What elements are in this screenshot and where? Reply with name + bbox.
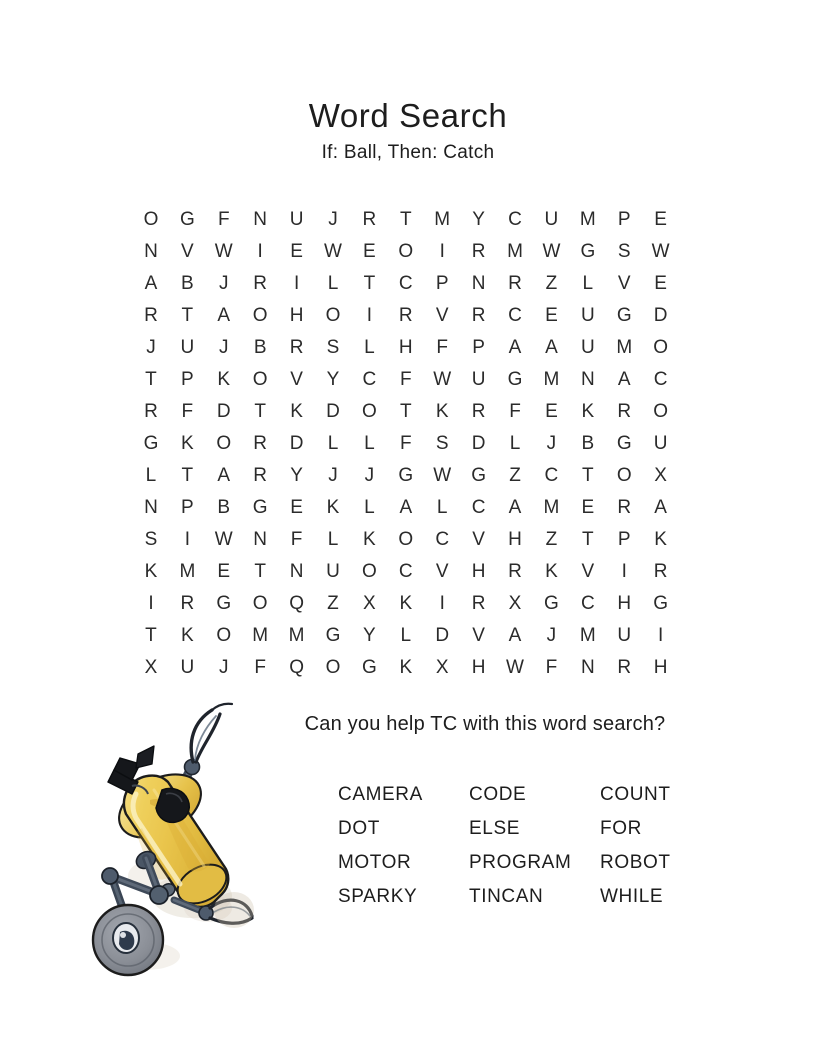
robot-illustration <box>62 698 267 990</box>
grid-cell[interactable]: F <box>181 400 194 422</box>
grid-cell[interactable]: O <box>362 400 378 422</box>
word-list-item[interactable]: COUNT <box>600 784 671 805</box>
grid-cell[interactable]: P <box>181 496 195 518</box>
grid-cell[interactable]: W <box>214 240 234 262</box>
grid-cell[interactable]: F <box>290 528 303 550</box>
grid-cell[interactable]: W <box>433 368 452 390</box>
grid-cell[interactable]: J <box>219 272 230 294</box>
grid-row <box>133 651 679 683</box>
grid-cell[interactable]: W <box>214 528 234 550</box>
grid-cell[interactable]: F <box>217 208 231 230</box>
grid-cell[interactable]: L <box>436 496 448 518</box>
grid-cell[interactable]: O <box>143 208 159 230</box>
grid-row <box>133 523 679 555</box>
grid-cell[interactable]: R <box>253 464 268 486</box>
grid-cell[interactable]: P <box>435 272 450 294</box>
grid-cell[interactable]: M <box>579 208 597 230</box>
grid-cell[interactable]: Y <box>472 208 486 230</box>
grid-cell[interactable]: O <box>216 624 232 646</box>
grid-cell[interactable]: N <box>253 528 268 550</box>
word-list-item[interactable]: MOTOR <box>338 852 412 873</box>
grid-cell[interactable]: I <box>366 304 373 326</box>
grid-row <box>133 235 679 267</box>
grid-cell[interactable]: U <box>471 368 486 390</box>
grid-cell[interactable]: X <box>144 656 158 678</box>
grid-cell[interactable]: L <box>364 432 376 454</box>
grid-cell[interactable]: G <box>580 240 596 262</box>
grid-row <box>133 267 679 299</box>
grid-cell[interactable]: Z <box>327 592 340 614</box>
grid-cell[interactable]: G <box>216 592 232 614</box>
grid-cell[interactable]: W <box>324 240 343 262</box>
grid-cell[interactable]: K <box>326 496 340 518</box>
grid-cell[interactable]: S <box>144 528 158 550</box>
grid-cell[interactable]: T <box>582 464 595 486</box>
grid-cell[interactable]: T <box>254 400 267 422</box>
grid-cell[interactable]: E <box>654 208 668 230</box>
grid-cell[interactable]: A <box>217 464 231 486</box>
robot-wheel <box>93 905 163 975</box>
grid-cell[interactable]: P <box>181 368 195 390</box>
grid-cell[interactable]: P <box>472 336 486 358</box>
grid-cell[interactable]: D <box>435 624 450 646</box>
grid-cell[interactable]: T <box>145 624 158 646</box>
grid-cell[interactable]: K <box>654 528 668 550</box>
grid-cell[interactable]: L <box>145 464 157 486</box>
grid-cell[interactable]: O <box>325 656 341 678</box>
grid-cell[interactable]: R <box>289 336 304 358</box>
word-list-item[interactable]: ROBOT <box>600 852 671 873</box>
grid-cell[interactable]: K <box>290 400 304 422</box>
grid-cell[interactable]: V <box>617 272 632 294</box>
grid-cell[interactable]: L <box>364 336 376 358</box>
grid-cell[interactable]: U <box>580 304 596 326</box>
grid-cell[interactable]: K <box>181 432 195 454</box>
grid-cell[interactable]: A <box>654 496 668 518</box>
grid-cell[interactable]: G <box>544 592 560 614</box>
grid-cell[interactable]: I <box>293 272 300 294</box>
grid-cell[interactable]: M <box>543 496 560 518</box>
grid-cell[interactable]: N <box>289 560 304 582</box>
grid-row <box>133 555 679 587</box>
grid-cell[interactable]: E <box>654 272 668 294</box>
grid-cell[interactable]: Y <box>326 368 340 390</box>
grid-cell[interactable]: X <box>508 592 522 614</box>
grid-cell[interactable]: G <box>179 208 196 230</box>
grid-cell[interactable]: I <box>439 592 446 614</box>
grid-cell[interactable]: Y <box>363 624 377 646</box>
grid-cell[interactable]: M <box>434 208 451 230</box>
grid-cell[interactable]: F <box>399 432 413 454</box>
grid-cell[interactable]: R <box>471 304 486 326</box>
grid-cell[interactable]: W <box>542 240 561 262</box>
grid-cell[interactable]: C <box>508 304 523 326</box>
grid-cell[interactable]: G <box>398 464 414 486</box>
grid-cell[interactable]: U <box>180 336 195 358</box>
grid-cell[interactable]: O <box>398 528 414 550</box>
grid-cell[interactable]: S <box>326 336 340 358</box>
grid-cell[interactable]: R <box>471 592 486 614</box>
grid-cell[interactable]: P <box>617 528 632 550</box>
grid-cell[interactable]: E <box>290 240 304 262</box>
grid-cell[interactable]: B <box>217 496 231 518</box>
grid-cell[interactable]: G <box>471 464 487 486</box>
grid-cell[interactable]: J <box>546 624 557 646</box>
grid-cell[interactable]: C <box>580 592 596 614</box>
grid-cell[interactable]: H <box>653 656 668 678</box>
grid-cell[interactable]: I <box>184 528 191 550</box>
grid-cell[interactable]: N <box>144 240 159 262</box>
grid-cell[interactable]: U <box>580 336 596 358</box>
grid-cell[interactable]: G <box>143 432 159 454</box>
grid-cell[interactable]: H <box>471 656 486 678</box>
grid-cell[interactable]: N <box>144 496 159 518</box>
grid-cell[interactable]: M <box>252 624 269 646</box>
grid-cell[interactable]: A <box>217 304 231 326</box>
grid-cell[interactable]: K <box>435 400 450 422</box>
grid-cell[interactable]: R <box>508 272 523 294</box>
grid-cell[interactable]: H <box>617 592 632 614</box>
grid-cell[interactable]: E <box>217 560 231 582</box>
grid-cell[interactable]: M <box>543 368 560 390</box>
grid-cell[interactable]: E <box>545 304 559 326</box>
grid-cell[interactable]: J <box>219 656 230 678</box>
grid-cell[interactable]: B <box>181 272 195 294</box>
grid-cell[interactable]: F <box>545 656 558 678</box>
grid-cell[interactable]: R <box>471 240 486 262</box>
grid-row <box>133 587 679 619</box>
grid-cell[interactable]: A <box>508 624 522 646</box>
grid-cell[interactable]: L <box>327 272 339 294</box>
grid-cell[interactable]: K <box>581 400 595 422</box>
grid-cell[interactable]: I <box>621 560 628 582</box>
grid-cell[interactable]: N <box>580 656 596 678</box>
word-list-item[interactable]: CODE <box>469 784 527 805</box>
grid-cell[interactable]: U <box>289 208 304 230</box>
grid-cell[interactable]: F <box>509 400 522 422</box>
grid-cell[interactable]: K <box>144 560 158 582</box>
grid-cell[interactable]: K <box>399 592 413 614</box>
grid-cell[interactable]: U <box>326 560 341 582</box>
word-list-item[interactable]: FOR <box>600 818 642 839</box>
word-list-item[interactable]: TINCAN <box>469 886 544 907</box>
grid-cell[interactable]: L <box>364 496 376 518</box>
grid-row <box>133 203 679 235</box>
word-list-item[interactable]: WHILE <box>600 886 664 907</box>
grid-cell[interactable]: O <box>216 432 232 454</box>
grid-cell[interactable]: O <box>653 400 669 422</box>
grid-cell[interactable]: W <box>433 464 452 486</box>
grid-cell[interactable]: J <box>146 336 157 358</box>
grid-cell[interactable]: V <box>435 304 450 326</box>
grid-cell[interactable]: R <box>617 400 632 422</box>
grid-cell[interactable]: I <box>148 592 155 614</box>
grid-cell[interactable]: O <box>398 240 414 262</box>
grid-cell[interactable]: T <box>181 464 194 486</box>
grid-cell[interactable]: V <box>472 528 486 550</box>
word-search-grid[interactable] <box>133 203 679 683</box>
grid-cell[interactable]: T <box>181 304 194 326</box>
grid-cell[interactable]: N <box>471 272 486 294</box>
grid-cell[interactable]: C <box>435 528 450 550</box>
grid-cell[interactable]: W <box>506 656 525 678</box>
grid-cell[interactable]: J <box>546 432 557 454</box>
page-title: Word Search <box>308 97 508 134</box>
grid-cell[interactable]: E <box>545 400 559 422</box>
grid-cell[interactable]: A <box>508 336 522 358</box>
grid-cell[interactable]: H <box>508 528 523 550</box>
grid-cell[interactable]: R <box>180 592 195 614</box>
grid-cell[interactable]: P <box>617 208 632 230</box>
grid-cell[interactable]: G <box>507 368 523 390</box>
grid-cell[interactable]: R <box>253 272 268 294</box>
robot-lid-band <box>156 788 189 822</box>
grid-cell[interactable]: R <box>617 496 632 518</box>
grid-cell[interactable]: X <box>363 592 377 614</box>
grid-cell[interactable]: E <box>290 496 304 518</box>
grid-cell[interactable]: K <box>217 368 231 390</box>
grid-cell[interactable]: F <box>436 336 449 358</box>
grid-cell[interactable]: Z <box>545 272 558 294</box>
grid-row <box>133 427 679 459</box>
grid-cell[interactable]: A <box>545 336 559 358</box>
grid-cell[interactable]: S <box>617 240 632 262</box>
grid-cell[interactable]: A <box>144 272 158 294</box>
grid-cell[interactable]: D <box>326 400 341 422</box>
grid-cell[interactable]: M <box>579 624 597 646</box>
grid-cell[interactable]: S <box>435 432 450 454</box>
grid-cell[interactable]: F <box>254 656 267 678</box>
grid-cell[interactable]: J <box>219 336 230 358</box>
grid-cell[interactable]: T <box>399 208 413 230</box>
grid-cell[interactable]: N <box>580 368 596 390</box>
grid-cell[interactable]: T <box>254 560 267 582</box>
grid-cell[interactable]: A <box>617 368 632 390</box>
grid-cell[interactable]: L <box>327 528 339 550</box>
grid-cell[interactable]: H <box>398 336 414 358</box>
grid-cell[interactable]: F <box>399 368 413 390</box>
grid-cell[interactable]: G <box>616 432 633 454</box>
grid-row <box>133 619 679 651</box>
grid-cell[interactable]: G <box>362 656 378 678</box>
grid-cell[interactable]: O <box>252 592 269 614</box>
grid-cell[interactable]: K <box>181 624 195 646</box>
grid-cell[interactable]: R <box>144 400 159 422</box>
grid-cell[interactable]: O <box>616 464 633 486</box>
grid-cell[interactable]: J <box>364 464 375 486</box>
grid-cell[interactable]: A <box>399 496 413 518</box>
grid-cell[interactable]: J <box>328 208 339 230</box>
word-list <box>338 778 738 914</box>
grid-cell[interactable]: T <box>582 528 595 550</box>
grid-cell[interactable]: B <box>253 336 268 358</box>
grid-cell[interactable]: C <box>398 560 414 582</box>
grid-cell[interactable]: I <box>658 624 664 646</box>
grid-cell[interactable]: Z <box>509 464 522 486</box>
word-list-item[interactable]: PROGRAM <box>469 852 572 873</box>
grid-cell[interactable]: M <box>179 560 196 582</box>
grid-cell[interactable]: D <box>289 432 304 454</box>
grid-cell[interactable]: C <box>471 496 486 518</box>
grid-cell[interactable]: H <box>289 304 304 326</box>
grid-cell[interactable]: R <box>362 208 377 230</box>
grid-cell[interactable]: L <box>400 624 412 646</box>
grid-cell[interactable]: O <box>653 336 669 358</box>
grid-cell[interactable]: G <box>252 496 269 518</box>
grid-cell[interactable]: C <box>398 272 414 294</box>
grid-row <box>133 491 679 523</box>
grid-cell[interactable]: D <box>216 400 232 422</box>
grid-cell[interactable]: X <box>435 656 450 678</box>
grid-cell[interactable]: R <box>653 560 668 582</box>
grid-cell[interactable]: X <box>654 464 668 486</box>
grid-cell[interactable]: U <box>653 432 668 454</box>
grid-cell[interactable]: M <box>288 624 305 646</box>
prompt-text: Can you help TC with this word search? <box>304 713 666 735</box>
grid-row <box>133 331 679 363</box>
grid-cell[interactable]: I <box>439 240 446 262</box>
page-subtitle: If: Ball, Then: Catch <box>321 142 495 164</box>
grid-cell[interactable]: D <box>653 304 668 326</box>
grid-cell[interactable]: W <box>651 240 671 262</box>
word-list-item[interactable]: SPARKY <box>338 886 418 907</box>
grid-cell[interactable]: K <box>545 560 559 582</box>
grid-cell[interactable]: V <box>290 368 304 390</box>
grid-cell[interactable]: Y <box>290 464 304 486</box>
grid-cell[interactable]: R <box>144 304 159 326</box>
grid-cell[interactable]: G <box>653 592 669 614</box>
grid-cell[interactable]: O <box>252 368 269 390</box>
grid-cell[interactable]: K <box>399 656 413 678</box>
grid-cell[interactable]: V <box>472 624 486 646</box>
grid-cell[interactable]: M <box>507 240 524 262</box>
grid-row <box>133 299 679 331</box>
grid-cell[interactable]: V <box>435 560 450 582</box>
grid-cell[interactable]: Q <box>289 592 305 614</box>
grid-cell[interactable]: E <box>363 240 377 262</box>
grid-cell[interactable]: Z <box>545 528 558 550</box>
word-list-item[interactable]: CAMERA <box>338 784 423 805</box>
grid-cell[interactable]: U <box>544 208 559 230</box>
grid-cell[interactable]: D <box>471 432 486 454</box>
grid-cell[interactable]: C <box>653 368 668 390</box>
grid-cell[interactable]: V <box>581 560 595 582</box>
grid-cell[interactable]: R <box>398 304 414 326</box>
grid-cell[interactable]: K <box>363 528 377 550</box>
grid-cell[interactable]: I <box>257 240 264 262</box>
word-list-item[interactable]: DOT <box>338 818 380 839</box>
grid-row <box>133 459 679 491</box>
grid-cell[interactable]: J <box>328 464 339 486</box>
grid-cell[interactable]: T <box>363 272 376 294</box>
grid-cell[interactable]: U <box>617 624 632 646</box>
grid-cell[interactable]: O <box>252 304 269 326</box>
grid-cell[interactable]: Q <box>289 656 305 678</box>
word-list-item[interactable]: ELSE <box>469 818 520 839</box>
grid-row <box>133 363 679 395</box>
grid-cell[interactable]: O <box>362 560 378 582</box>
grid-cell[interactable]: C <box>508 208 523 230</box>
grid-cell[interactable]: B <box>581 432 595 454</box>
page-header <box>0 98 816 165</box>
grid-cell[interactable]: H <box>471 560 486 582</box>
grid-cell[interactable]: L <box>509 432 521 454</box>
grid-cell[interactable]: G <box>325 624 341 646</box>
grid-cell[interactable]: R <box>508 560 523 582</box>
grid-cell[interactable]: C <box>362 368 377 390</box>
grid-cell[interactable]: U <box>180 656 195 678</box>
grid-cell[interactable]: E <box>581 496 595 518</box>
grid-cell[interactable]: M <box>616 336 633 358</box>
grid-cell[interactable]: N <box>253 208 268 230</box>
grid-cell[interactable]: O <box>325 304 341 326</box>
grid-cell[interactable]: V <box>181 240 195 262</box>
grid-cell[interactable]: R <box>471 400 486 422</box>
grid-cell[interactable]: R <box>617 656 632 678</box>
grid-cell[interactable]: R <box>253 432 268 454</box>
grid-cell[interactable]: L <box>327 432 339 454</box>
grid-cell[interactable]: A <box>508 496 522 518</box>
grid-cell[interactable]: G <box>616 304 633 326</box>
grid-cell[interactable]: T <box>145 368 158 390</box>
grid-row <box>133 395 679 427</box>
grid-cell[interactable]: L <box>582 272 594 294</box>
grid-cell[interactable]: C <box>544 464 559 486</box>
grid-cell[interactable]: T <box>399 400 413 422</box>
